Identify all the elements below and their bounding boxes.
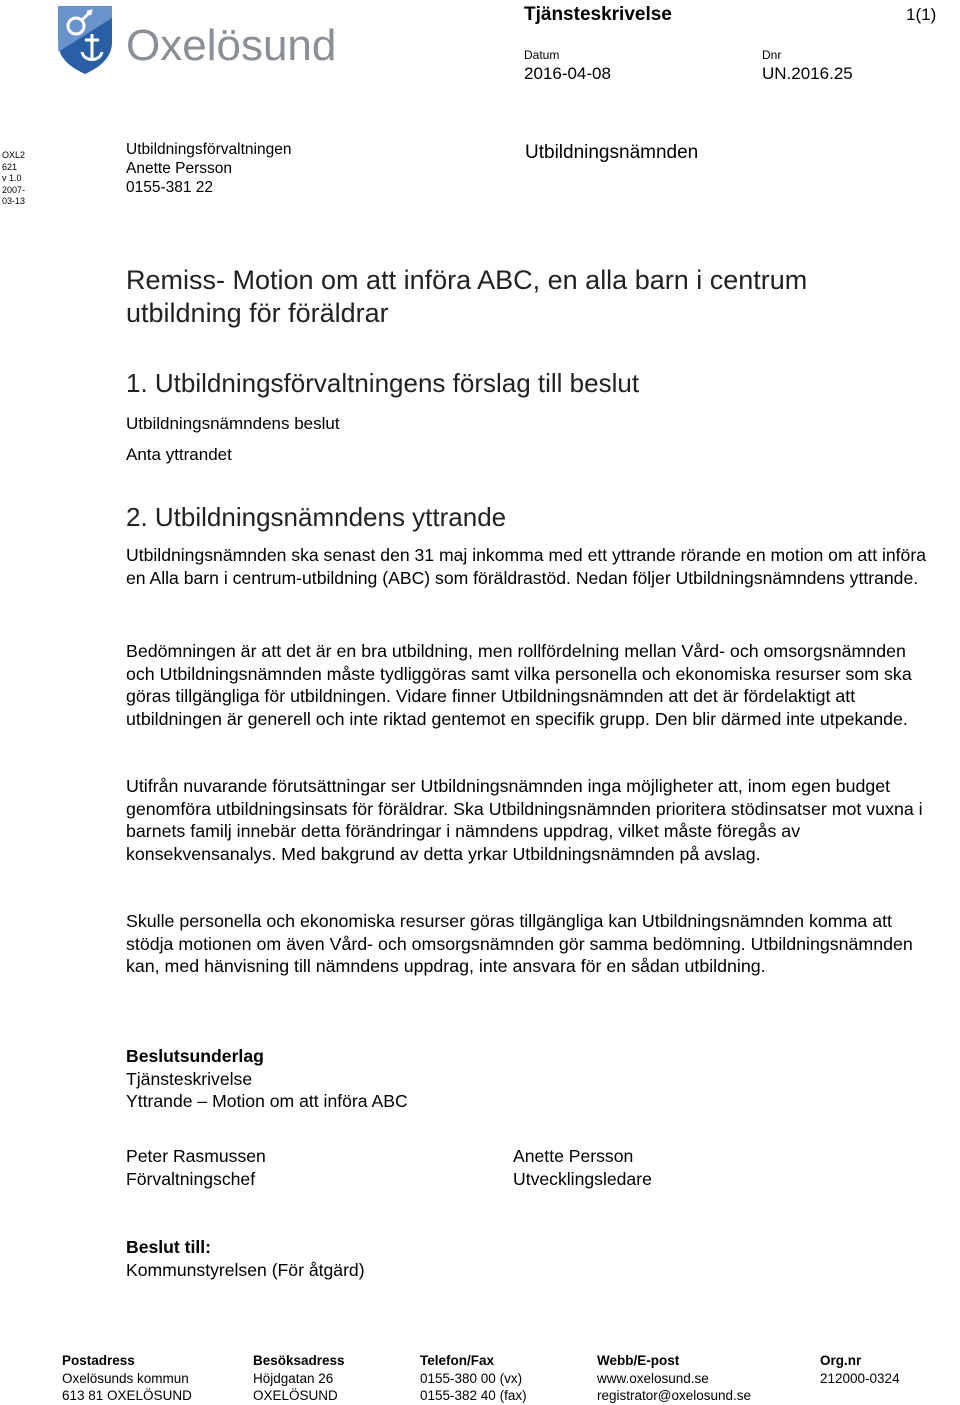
section1-text: Anta yttrandet bbox=[126, 445, 232, 464]
footer-orgnr: Org.nr 212000-0324 bbox=[820, 1353, 900, 1386]
paragraph-conditions: Utifrån nuvarande förutsättningar ser Utbildningsnämnden inga möjligheter att, inom egen budget genomföra utbildningsinsats för föräldrar. Ska Utbildningsnämnden prioritera stödinsatser mot vuxna i barnets familj innebär detta förändringar i nämndens uppdrag, vilket måste föregås av konsekvensanalys. Med bakgrund av detta yrkar Utbildningsnämnden på avslag. bbox=[126, 776, 923, 864]
footer-besoksadress: Besöksadress Höjdgatan 26 OXELÖSUND bbox=[253, 1353, 345, 1403]
footer-postadress: Postadress Oxelösunds kommun 613 81 OXELÖSUND bbox=[62, 1353, 192, 1403]
shield-emblem-icon bbox=[54, 4, 364, 74]
signature-title: Utvecklingsledare bbox=[513, 1168, 652, 1189]
date-value: 2016-04-08 bbox=[524, 64, 611, 83]
email-link[interactable]: registrator@oxelosund.se bbox=[597, 1388, 752, 1403]
beslut-till-recipient: Kommunstyrelsen (För åtgärd) bbox=[126, 1259, 365, 1280]
svg-text:Oxelösund: Oxelösund bbox=[126, 21, 337, 70]
signature-left bbox=[126, 1145, 456, 1190]
sender-name: Anette Persson bbox=[126, 160, 232, 177]
sender-block bbox=[126, 140, 291, 197]
website-link[interactable]: www.oxelosund.se bbox=[597, 1370, 709, 1386]
recipient: Utbildningsnämnden bbox=[525, 142, 699, 163]
signature-title: Förvaltningschef bbox=[126, 1168, 256, 1189]
signature-name: Anette Persson bbox=[513, 1146, 634, 1166]
section2-heading: 2. Utbildningsnämndens yttrande bbox=[126, 502, 507, 532]
paragraph-resources: Skulle personella och ekonomiska resurser göras tillgängliga kan Utbildningsnämnden komma att stödja motionen om även Vård- och omsorgsnämnden gör samma bedömning. Utbildningsnämnden kan, med hänvisning till nämndens uppdrag, inte ansvara för en sådan utbildning. bbox=[126, 911, 913, 977]
beslutsunderlag-section bbox=[126, 1045, 926, 1113]
document-title: Remiss- Motion om att införa ABC, en alla barn i centrum utbildning för föräldrar bbox=[126, 265, 808, 328]
form-code: OXL2 621 v 1.0 2007- 03-13 bbox=[2, 150, 26, 206]
beslutsunderlag-item: Tjänsteskrivelse bbox=[126, 1068, 253, 1089]
beslut-till-heading: Beslut till: bbox=[126, 1237, 212, 1257]
document-type: Tjänsteskrivelse bbox=[524, 4, 672, 25]
sender-department: Utbildningsförvaltningen bbox=[126, 141, 292, 158]
page-number: 1(1) bbox=[906, 5, 937, 24]
dnr-label: Dnr bbox=[762, 48, 782, 62]
paragraph-assessment: Bedömningen är att det är en bra utbildning, men rollfördelning mellan Vård- och omsorgsnämnden och Utbildningsnämnden måste tydliggöras samt vilka personella och ekonomiska resurser som ska göras tillgängliga för utbildningen. Vidare finner Utbildningsnämnden att det är fördelaktigt att utbildningen är generell och inte riktad gentemot en specifik grupp. Den blir därmed inte utpekande. bbox=[126, 641, 912, 729]
footer-telefon: Telefon/Fax 0155-380 00 (vx) 0155-382 40 (fax) bbox=[420, 1353, 527, 1403]
beslut-till-section bbox=[126, 1236, 926, 1281]
beslutsunderlag-heading: Beslutsunderlag bbox=[126, 1046, 264, 1066]
dnr-value: UN.2016.25 bbox=[762, 64, 853, 83]
beslutsunderlag-item: Yttrande – Motion om att införa ABC bbox=[126, 1091, 408, 1112]
section1-subheading: Utbildningsnämndens beslut bbox=[126, 414, 340, 433]
signature-name: Peter Rasmussen bbox=[126, 1146, 266, 1166]
section2-intro: Utbildningsnämnden ska senast den 31 maj inkomma med ett yttrande rörande en motion om att införa en Alla barn i centrum-utbildning (ABC) som föräldrastöd. Nedan följer Utbildningsnämndens yttrande. bbox=[126, 545, 926, 588]
date-label: Datum bbox=[524, 48, 560, 62]
signature-right bbox=[513, 1145, 843, 1190]
municipality-logo bbox=[54, 4, 364, 74]
footer-webb: Webb/E-post www.oxelosund.se registrator@oxelosund.se bbox=[597, 1353, 752, 1403]
sender-phone: 0155-381 22 bbox=[126, 179, 214, 196]
section1-heading: 1. Utbildningsförvaltningens förslag till beslut bbox=[126, 368, 640, 398]
